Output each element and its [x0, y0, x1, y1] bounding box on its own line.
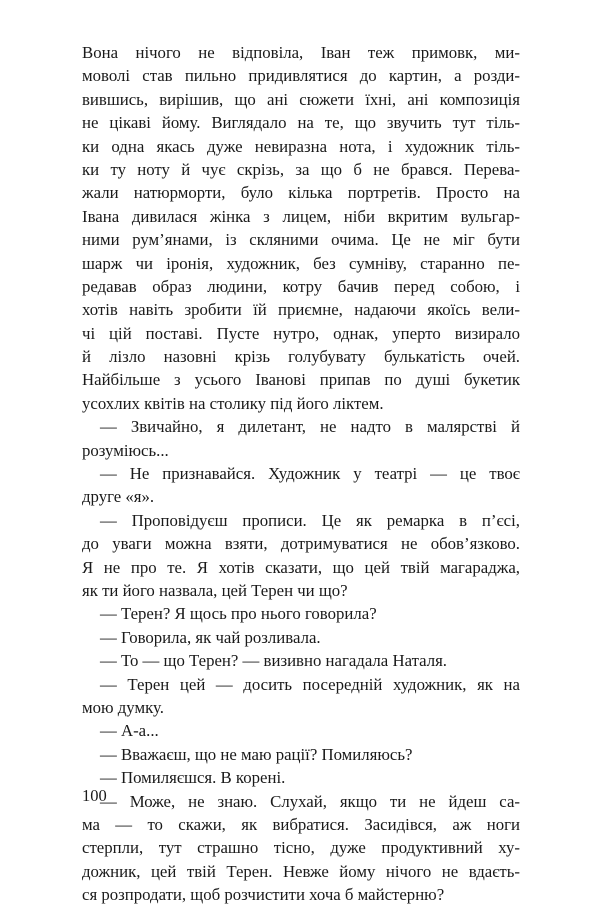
- text-line: ма — то скажи, як вибратися. Засидівся, аж ноги: [82, 814, 520, 834]
- text-line: — Терен цей — досить посередній художник, як на: [100, 674, 520, 694]
- text-line: — Звичайно, я дилетант, не надто в малярстві й: [100, 417, 520, 437]
- text-line: моволі став пильно придивлятися до картин, а розди-: [82, 66, 520, 86]
- text-line: ними рум’янами, із скляними очима. Це не міг бути: [82, 230, 520, 250]
- text-line: друге «я».: [82, 487, 155, 507]
- text-line: Найбільше з усього Іванові припав по душі букетик: [82, 370, 520, 390]
- text-line: — Помиляєшся. В корені.: [100, 768, 286, 788]
- text-line: редавав образ людини, котру бачив перед собою, і: [82, 276, 520, 296]
- text-line: як ти його назвала, цей Терен чи що?: [82, 580, 348, 600]
- text-line: стерпли, тут страшно тісно, дуже продуктивний ху-: [82, 838, 520, 858]
- text-line: усохлих квітів на столику під його ліктем.: [82, 393, 384, 413]
- text-line: — Вважаєш, що не маю рації? Помиляюсь?: [100, 744, 413, 764]
- text-line: — А-а...: [100, 721, 159, 741]
- text-line: ки одна якась дуже невиразна нота, і художник тіль-: [82, 136, 520, 156]
- text-line: ся розпродати, щоб розчистити хоча б майстерню?: [82, 885, 445, 905]
- page-number: 100: [82, 786, 107, 805]
- text-line: розуміюсь...: [82, 440, 169, 460]
- text-line: хотів навіть зробити їй приємне, надаючи якоїсь вели-: [82, 300, 520, 320]
- text-line: ки ту ноту й чує скрізь, за що б не брався. Перева-: [82, 159, 520, 179]
- text-line: до уваги можна взяти, дотримуватися не обов’язково.: [82, 534, 520, 554]
- text-line: жали натюрморти, було кілька портретів. Просто на: [82, 183, 520, 203]
- text-line: Вона нічого не відповіла, Іван теж примовк, ми-: [82, 43, 520, 62]
- text-line: вившись, вирішив, що ані сюжети їхні, ані композиція: [82, 89, 520, 109]
- text-line: — Може, не знаю. Слухай, якщо ти не йдеш са-: [100, 791, 520, 811]
- text-line: Івана дивилася жінка з лицем, ніби вкритим вульгар-: [82, 206, 520, 226]
- text-line: й лізло назовні крізь голубувату булькатість очей.: [82, 347, 520, 367]
- text-line: мою думку.: [82, 697, 164, 717]
- body-text: [82, 41, 520, 906]
- text-line: — То — що Терен? — визивно нагадала Наталя.: [100, 651, 448, 671]
- text-line: — Проповідуєш прописи. Це як ремарка в п’єсі,: [100, 510, 520, 530]
- text-line: — Терен? Я щось про нього говорила?: [100, 604, 377, 624]
- text-line: — Не признавайся. Художник у театрі — це твоє: [100, 464, 520, 484]
- text-line: Я не про те. Я хотів сказати, що цей твій магараджа,: [82, 557, 520, 577]
- text-line: не цікаві йому. Виглядало на те, що звучить тут тіль-: [82, 113, 520, 133]
- text-line: чі цій поставі. Пусте нутро, однак, уперто визирало: [82, 323, 520, 343]
- text-line: шарж чи іронія, художник, без сумніву, старанно пе-: [82, 253, 520, 273]
- text-line: дожник, цей твій Терен. Невже йому нічого не вдаєть-: [82, 861, 520, 881]
- text-line: — Говорила, як чай розливала.: [100, 627, 321, 647]
